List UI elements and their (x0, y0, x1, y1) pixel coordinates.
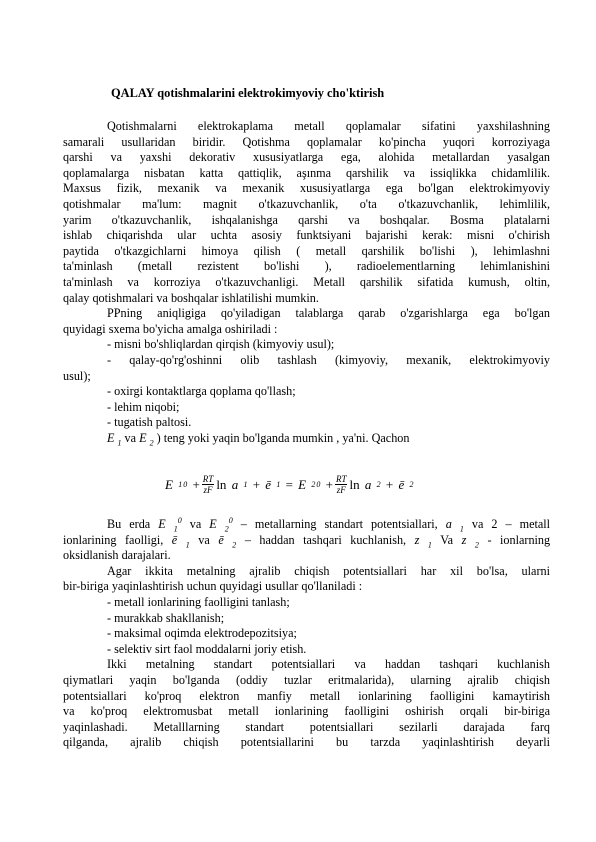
list-item: usul); (63, 368, 91, 383)
text-line: qalay qotishmalari va boshqalar ishlatilishi mumkin. (63, 290, 319, 305)
list-item: - oxirgi kontaktlarga qoplama qo'llash; (107, 384, 296, 399)
text-line: yaqinlashadi. Metalllarning standart potentsiallari sezilarli darajada farq (63, 719, 550, 734)
list-item: - murakkab shakllanish; (107, 610, 225, 625)
list-item: - misni bo'shliqlardan qirqish (kimyoviy usul); (107, 337, 335, 352)
fraction-rt-zf: $\frac{RT}{zF}$ (202, 474, 214, 495)
document-title: QALAY qotishmalarini elektrokimyoviy cho'ktirish (111, 86, 385, 100)
text-line: Maxsus fizik, mexanik va mexanik xususiyatlarga ega bo'lgan elektrokimyoviy (63, 181, 550, 196)
text-line: potentsiallari ko'proq elektron manfiy metall ionlarining faolligini kamaytirish (63, 688, 550, 703)
text-line: ionlarining faolligi, ē $_1$ va ē $_2$ – haddan tashqari kuchlanish, z $_1$ Va z $_2$ - ionlarning (63, 532, 551, 550)
fraction-rt-zf: $\frac{RT}{zF}$ (335, 474, 347, 495)
list-item: - lehim niqobi; (107, 399, 180, 414)
text-line: Qotishmalarni elektrokaplama metall qoplamalar sifatini yaxshilashning (107, 119, 550, 133)
text-line: samarali usullaridan biridir. Qotishma qoplamalar ko'pincha yuqori korroziyaga (63, 134, 550, 149)
text-line: va ko'proq elektromusbat metall ionlarining faolligini oshirish orqali bir-biriga (63, 704, 550, 719)
text-line: Bu erda E $_1^0$ va E $_2^0$ – metallarning standart potentsiallari, a $_1$ va 2 – metall (107, 515, 551, 534)
text-line: ishlab chiqarishda ular uchta asosiy funktsiyani bajarishi kerak: misni o'chirish (63, 228, 550, 243)
text-line: yarim o'tkazuvchanlik, ishqalanishga qarshi va boshqalar. Bosma platalarni (63, 212, 550, 227)
paragraph-intro (63, 119, 550, 446)
text-line: qoplamalarga nisbatan katta qattiqlik, aşınma qarshilik va issiqlikka chidamlilik. (63, 165, 550, 180)
text-line: PPning aniqligiga qo'yiladigan talablarga qarab o'zgarishlarga ega bo'lgan (107, 306, 550, 321)
paragraph-explanation (63, 517, 550, 751)
text-line: qarshi va yaxshi dekorativ xususiyatlarga ega, alohida metallardan yasalgan (63, 150, 550, 165)
text-line: Ikki metalning standart potentsiallari va haddan tashqari kuchlanish (107, 657, 550, 672)
text-line: oksidlanish darajalari. (63, 548, 171, 563)
text-line: ta'minlash va korroziya o'tkazuvchanligi. Metall qarshilik sifatida kumush, oltin, (63, 274, 550, 289)
text-line: ta'minlash (metall rezistent bo'lishi ), radioelementlarning lehimlanishini (63, 259, 550, 274)
text-line: Agar ikkita metalning ajralib chiqish potentsiallari har xil bo'lsa, ularni (107, 563, 550, 578)
list-item: - maksimal oqimda elektrodepozitsiya; (107, 626, 297, 641)
text-line: qotishmalar ma'lum: magnit o'tkazuvchanlik, o'ta o'tkazuvchanlik, lehimlilik, (63, 196, 550, 211)
list-item: - metall ionlarining faolligini tanlash; (107, 594, 290, 609)
text-line: qiymatlari yaqin bo'lganda (oddiy tuzlar eritmalarida), ularning ajralib chiqish (63, 672, 550, 687)
list-item: - selektiv sirt faol moddalarni joriy etish. (107, 641, 307, 656)
text-line: paytida o'tkazgichlarni himoya qilish ( metall qarshilik bo'lishi ), lehimlashni (63, 243, 550, 258)
list-item: - qalay-qo'rg'oshinni olib tashlash (kimyoviy, mexanik, elektrokimyoviy (107, 352, 550, 367)
text-line: bir-biriga yaqinlashtirish uchun quyidagi usullar qo'llaniladi : (63, 579, 363, 594)
text-line: qilganda, ajralib chiqish potentsiallarini bu tarzda yaqinlashtirish deyarli (63, 735, 550, 750)
equilibrium-condition-line: E $_1$ va E $_2$ ) teng yoki yaqin bo'lganda mumkin , ya'ni. Qachon (107, 430, 410, 448)
list-item: - tugatish paltosi. (107, 415, 192, 430)
text-line: quyidagi sxema bo'yicha amalga oshiriladi : (63, 321, 278, 336)
potential-equation: E 1 0 + $\frac{RT}{zF}$ ln a 1 + ē 1 = E 2 0 + $\frac{RT}{zF}$ ln a 2 + ē 2 (165, 474, 414, 495)
